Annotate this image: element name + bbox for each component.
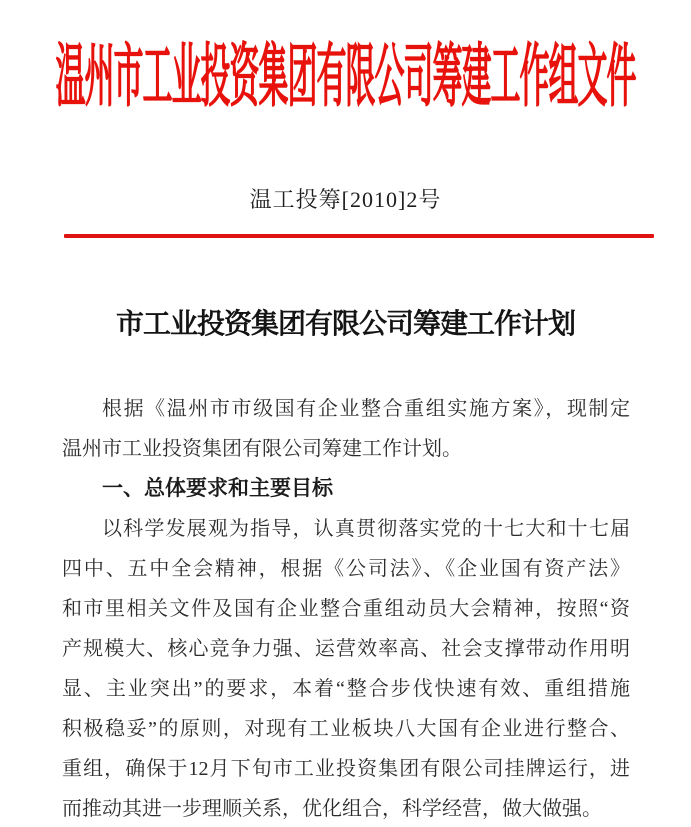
body-line: 和市里相关文件及国有企业整合重组动员大会精神，按照“资 <box>62 598 630 620</box>
red-header-title-text: 温州市工业投资集团有限公司筹建工作组文件 <box>55 39 636 116</box>
section-heading: 一、总体要求和主要目标 <box>102 477 333 500</box>
document-number: 温工投筹[2010]2号 <box>249 187 442 212</box>
body-line: 积极稳妥”的原则，对现有工业板块八大国有企业进行整合、 <box>62 718 630 740</box>
body-line: 显、主业突出”的要求，本着“整合步伐快速有效、重组措施 <box>62 678 630 700</box>
body-line: 根据《温州市市级国有企业整合重组实施方案》，现制定 <box>102 398 630 420</box>
body-line: 产规模大、核心竞争力强、运营效率高、社会支撑带动作用明 <box>62 638 630 660</box>
body-line: 温州市工业投资集团有限公司筹建工作计划。 <box>62 438 462 460</box>
body-line: 而推动其进一步理顺关系，优化组合，科学经营，做大做强。 <box>62 798 602 820</box>
document-title: 市工业投资集团有限公司筹建工作计划 <box>115 309 575 340</box>
red-divider-line <box>64 234 654 238</box>
red-header-banner <box>0 39 691 116</box>
body-line: 以科学发展观为指导，认真贯彻落实党的十七大和十七届 <box>102 518 630 540</box>
body-line: 重组，确保于12月下旬市工业投资集团有限公司挂牌运行，进 <box>62 758 630 780</box>
body-line: 四中、五中全会精神，根据《公司法》、《企业国有资产法》 <box>62 558 630 580</box>
document-body <box>62 389 630 827</box>
